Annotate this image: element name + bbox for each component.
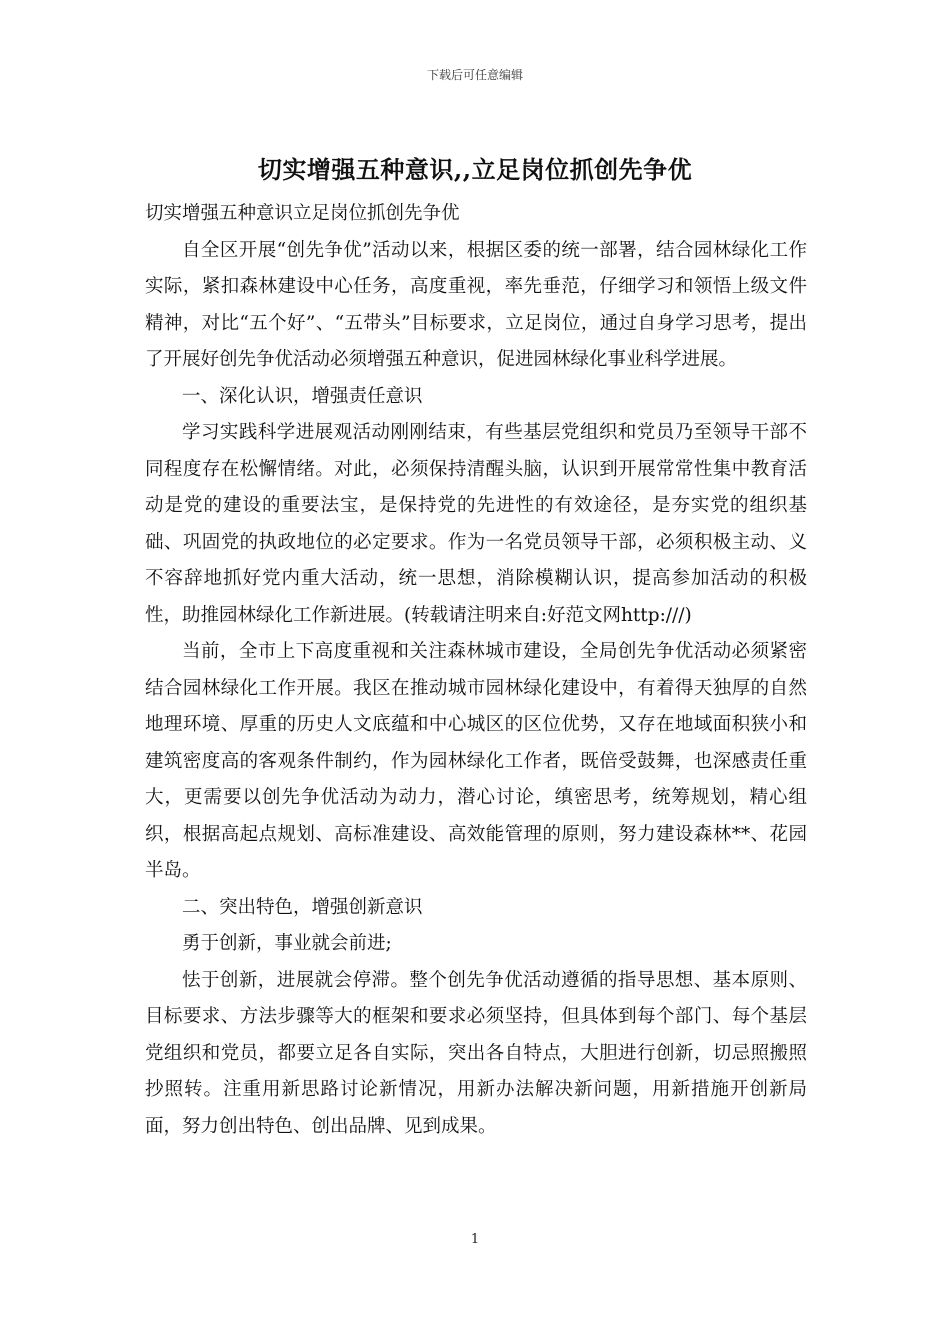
document-subtitle: 切实增强五种意识立足岗位抓创先争优 — [145, 203, 460, 224]
body-paragraph: 自全区开展“创先争优”活动以来，根据区委的统一部署，结合园林绿化工作实际，紧扣森林建设中心任务，高度重视，率先垂范，仔细学习和领悟上级文件精神，对比“五个好”、“五带头”目标要求，立足岗位，通过自身学习思考，提出了开展好创先争优活动必须增强五种意识，促进园林绿化事业科学进展。 — [145, 239, 807, 370]
body-paragraph: 怯于创新，进展就会停滞。整个创先争优活动遵循的指导思想、基本原则、目标要求、方法步骤等大的框架和要求必须坚持，但具体到每个部门、每个基层党组织和党员，都要立足各自实际，突出各自特点，大胆进行创新，切忌照搬照抄照转。注重用新思路讨论新情况，用新办法解决新问题，用新措施开创新局面，努力创出特色、创出品牌、见到成果。 — [145, 969, 807, 1137]
body-paragraph: 学习实践科学进展观活动刚刚结束，有些基层党组织和党员乃至领导干部不同程度存在松懈情绪。对此，必须保持清醒头脑，认识到开展常常性集中教育活动是党的建设的重要法宝，是保持党的先进性的有效途径，是夯实党的组织基础、巩固党的执政地位的必定要求。作为一名党员领导干部，必须积极主动、义不容辞地抓好党内重大活动，统一思想，消除模糊认识，提高参加活动的积极性，助推园林绿化工作新进展。(转载请注明来自:好范文网http:///) — [145, 422, 807, 626]
body-paragraph: 当前，全市上下高度重视和关注森林城市建设，全局创先争优活动必须紧密结合园林绿化工作开展。我区在推动城市园林绿化建设中，有着得天独厚的自然地理环境、厚重的历史人文底蕴和中心城区的区位优势，又存在地域面积狭小和建筑密度高的客观条件制约，作为园林绿化工作者，既倍受鼓舞，也深感责任重大，更需要以创先争优活动为动力，潜心讨论，缜密思考，统筹规划，精心组织，根据高起点规划、高标准建设、高效能管理的原则，努力建设森林**、花园半岛。 — [145, 641, 807, 881]
page-header-note: 下载后可任意编辑 — [426, 68, 523, 82]
body-paragraph: 勇于创新，事业就会前进; — [182, 933, 392, 954]
document-body — [145, 196, 807, 1145]
page-number: 1 — [470, 1232, 480, 1247]
section-heading: 二、突出特色，增强创新意识 — [182, 896, 423, 918]
document-title: 切实增强五种意识,,立足岗位抓创先争优 — [257, 155, 693, 184]
section-heading: 一、深化认识，增强责任意识 — [182, 385, 423, 407]
